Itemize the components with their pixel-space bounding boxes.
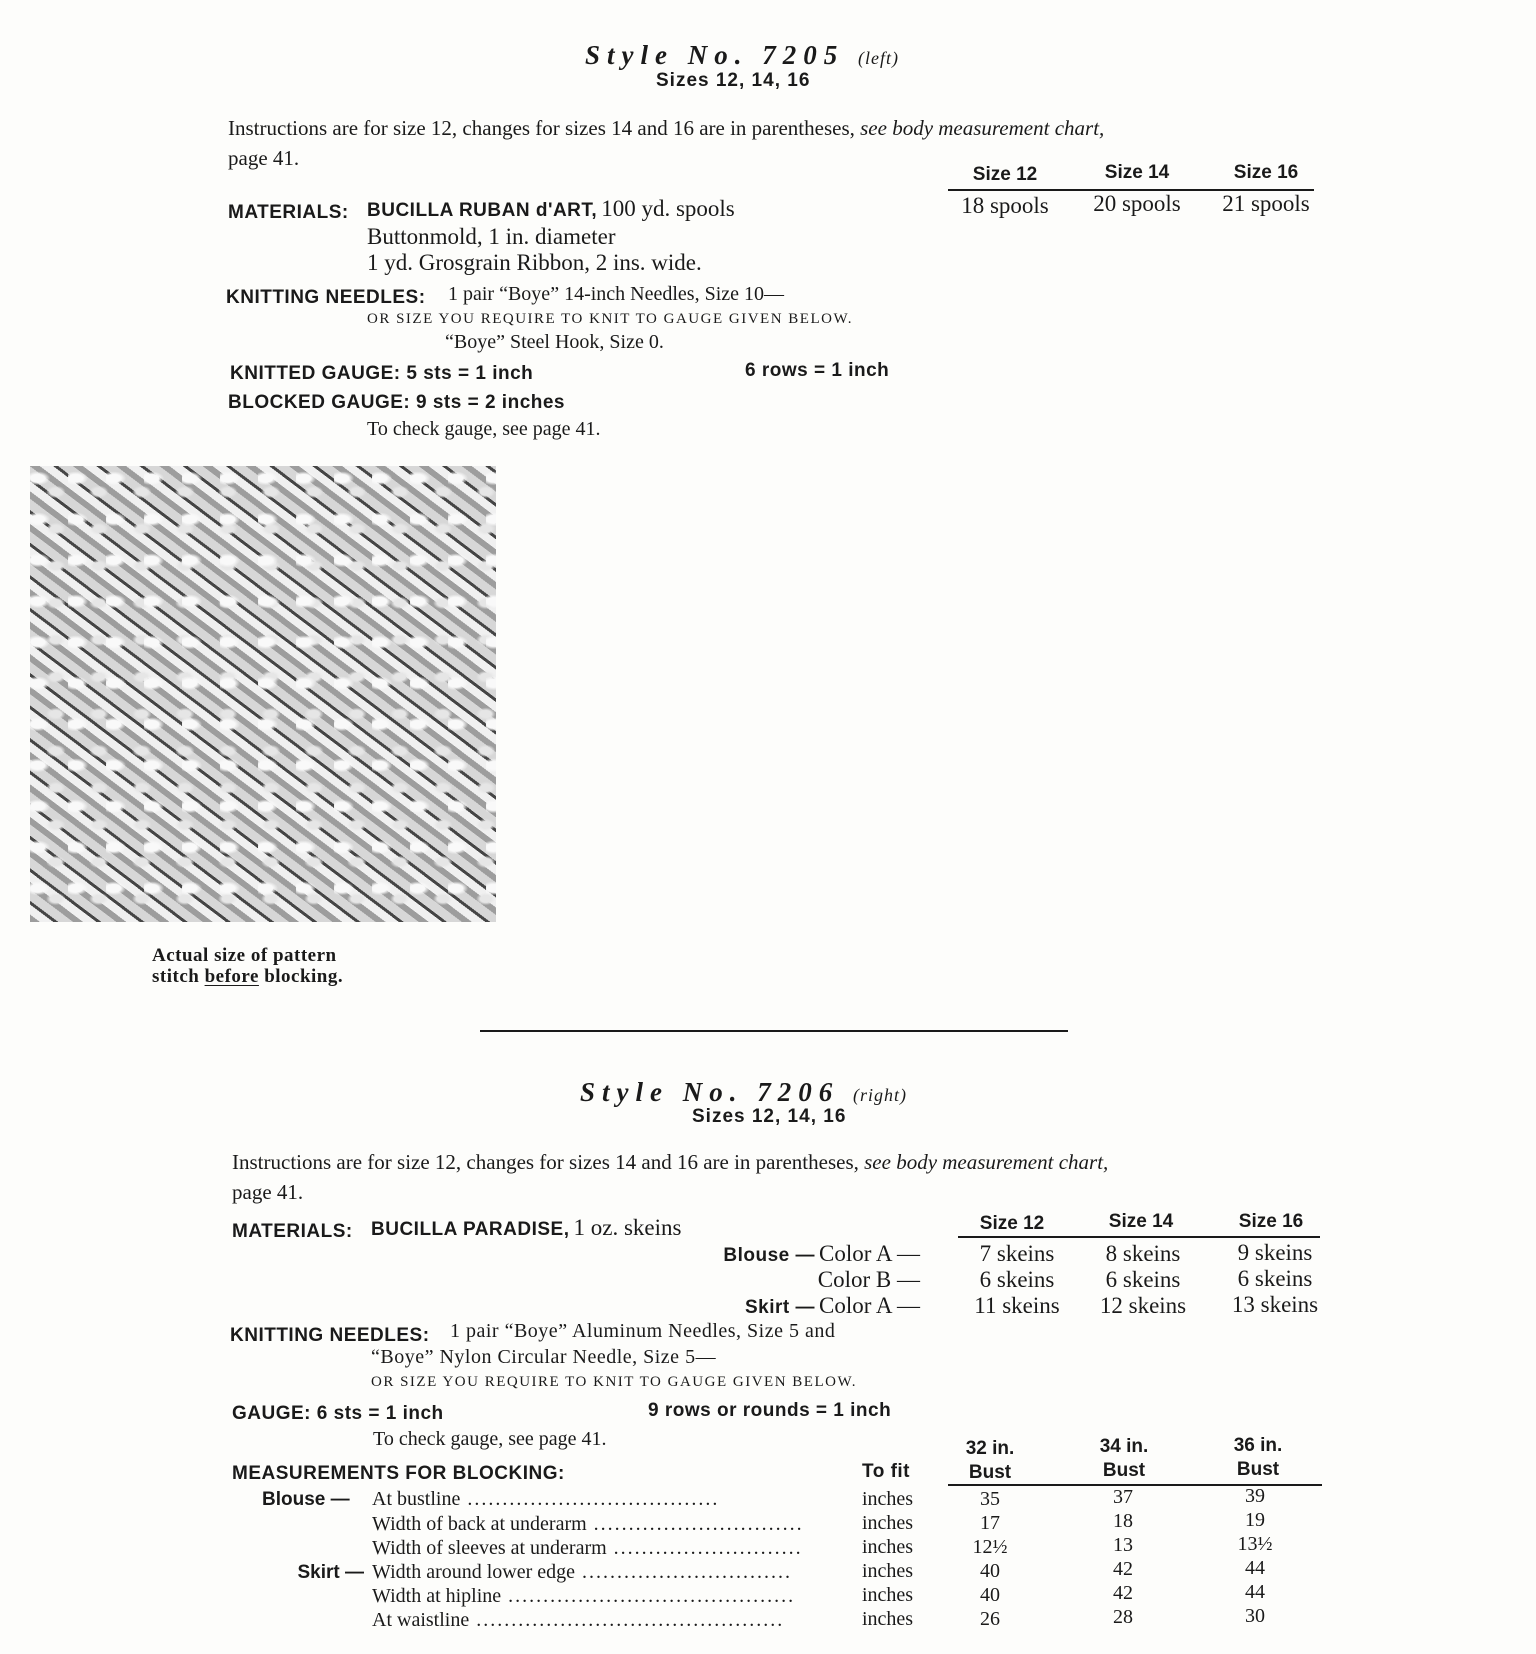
style-7205-title: Style No. 7205 (left) xyxy=(585,40,899,70)
m-bustline-32: 35 xyxy=(980,1488,1000,1510)
s1-needles-label: KNITTING NEEDLES: xyxy=(226,287,426,308)
s2-bust-header-34: 34 in. Bust xyxy=(1099,1436,1149,1481)
m-waist-32: 26 xyxy=(980,1608,1000,1630)
unit-inches-5: inches xyxy=(862,1584,914,1606)
unit-inches-3: inches xyxy=(862,1536,914,1558)
m-back-32: 17 xyxy=(980,1512,1000,1534)
m-sleeves-36: 13½ xyxy=(1237,1533,1273,1555)
unit-inches-1: inches xyxy=(862,1488,914,1510)
style-7206-intro-page: page 41. xyxy=(232,1180,304,1204)
style-7206-title: Style No. 7206 (right) xyxy=(580,1077,907,1107)
s1-check-gauge: To check gauge, see page 41. xyxy=(367,418,601,440)
style-7205-intro: Instructions are for size 12, changes for sizes 14 and 16 are in parentheses, see body measurement chart, xyxy=(228,116,1105,140)
s2-skirt-a-14: 12 skeins xyxy=(1099,1293,1187,1318)
style-7206-sizes: Sizes 12, 14, 16 xyxy=(692,1106,847,1127)
s1-size-header-16: Size 16 xyxy=(1233,162,1299,183)
s1-size-header-12: Size 12 xyxy=(972,164,1038,185)
s2-blouse-a-14: 8 skeins xyxy=(1105,1241,1181,1266)
style-7205-intro-page: page 41. xyxy=(228,146,300,170)
s1-materials-line2: Buttonmold, 1 in. diameter xyxy=(367,224,616,249)
s1-needles-line2: OR SIZE YOU REQUIRE TO KNIT TO GAUGE GIVEN BELOW. xyxy=(367,311,853,327)
s2-to-fit-label: To fit xyxy=(862,1461,911,1482)
s2-size-header-12: Size 12 xyxy=(979,1213,1045,1234)
s2-materials-label: MATERIALS: xyxy=(232,1221,353,1242)
m-hip-34: 42 xyxy=(1113,1582,1133,1604)
m-lower-36: 44 xyxy=(1245,1557,1265,1579)
s2-blouse-b-16: 6 skeins xyxy=(1237,1266,1313,1291)
s1-amount-16: 21 spools xyxy=(1222,191,1310,216)
s2-blouse-b-12: 6 skeins xyxy=(979,1267,1055,1292)
style-7206-intro: Instructions are for size 12, changes for sizes 14 and 16 are in parentheses, see body measurement chart, xyxy=(232,1150,1109,1174)
s2-row-skirt-color-a: Skirt — Color A — xyxy=(745,1293,920,1318)
s2-needles-line3: OR SIZE YOU REQUIRE TO KNIT TO GAUGE GIVEN BELOW. xyxy=(371,1374,857,1390)
pattern-stitch-swatch-photo xyxy=(30,466,496,922)
unit-inches-4: inches xyxy=(862,1560,914,1582)
s1-needles-line1: 1 pair “Boye” 14-inch Needles, Size 10— xyxy=(448,283,785,305)
swatch-caption-line2: stitch before blocking. xyxy=(152,966,344,987)
s2-gauge: GAUGE: 6 sts = 1 inch xyxy=(232,1403,444,1424)
s2-blouse-a-12: 7 skeins xyxy=(979,1241,1055,1266)
m-waist-34: 28 xyxy=(1113,1606,1133,1628)
s2-row-blouse-color-b: Color B — xyxy=(817,1267,920,1292)
unit-inches-2: inches xyxy=(862,1512,914,1534)
s2-blouse-b-14: 6 skeins xyxy=(1105,1267,1181,1292)
unit-inches-6: inches xyxy=(862,1608,914,1630)
swatch-caption-line1: Actual size of pattern xyxy=(152,945,337,966)
s2-row-blouse-color-a: Blouse — Color A — xyxy=(723,1241,920,1266)
section-divider xyxy=(480,1030,1068,1032)
s2-materials-line1: BUCILLA PARADISE, 1 oz. skeins xyxy=(371,1215,682,1240)
m-sleeves-32: 12½ xyxy=(972,1536,1008,1558)
s1-size-header-14: Size 14 xyxy=(1104,162,1170,183)
s1-amount-12: 18 spools xyxy=(961,193,1049,218)
s2-table-rule xyxy=(958,1236,1320,1238)
s1-knitted-rows: 6 rows = 1 inch xyxy=(745,360,890,381)
s2-needles-label: KNITTING NEEDLES: xyxy=(230,1325,430,1346)
s1-materials-label: MATERIALS: xyxy=(228,202,349,223)
s1-knitted-gauge: KNITTED GAUGE: 5 sts = 1 inch xyxy=(230,363,534,384)
m-hip-36: 44 xyxy=(1245,1581,1265,1603)
m-waist-36: 30 xyxy=(1245,1605,1265,1627)
s2-gauge-rows: 9 rows or rounds = 1 inch xyxy=(648,1400,892,1421)
m-hip-32: 40 xyxy=(980,1584,1000,1606)
s1-blocked-gauge: BLOCKED GAUGE: 9 sts = 2 inches xyxy=(228,392,565,413)
m-sleeves-34: 13 xyxy=(1113,1534,1133,1556)
s2-size-header-14: Size 14 xyxy=(1108,1211,1174,1232)
s2-needles-line2: “Boye” Nylon Circular Needle, Size 5— xyxy=(371,1346,717,1368)
m-bustline-36: 39 xyxy=(1245,1485,1265,1507)
s1-needles-line3: “Boye” Steel Hook, Size 0. xyxy=(445,331,664,353)
s1-materials-line3: 1 yd. Grosgrain Ribbon, 2 ins. wide. xyxy=(367,250,702,275)
s2-skirt-a-12: 11 skeins xyxy=(974,1293,1060,1318)
s2-size-header-16: Size 16 xyxy=(1238,1211,1304,1232)
s2-check-gauge: To check gauge, see page 41. xyxy=(373,1428,607,1450)
s2-blouse-a-16: 9 skeins xyxy=(1237,1240,1313,1265)
measure-row-sleeves-underarm: Width of sleeves at underarm ........................... xyxy=(372,1537,803,1559)
s2-skirt-a-16: 13 skeins xyxy=(1231,1292,1319,1317)
m-bustline-34: 37 xyxy=(1113,1486,1133,1508)
measure-row-back-underarm: Width of back at underarm .............................. xyxy=(372,1513,804,1535)
s2-bust-header-36: 36 in. Bust xyxy=(1233,1435,1283,1480)
style-7205-sizes: Sizes 12, 14, 16 xyxy=(656,70,811,91)
measure-row-waistline: At waistline ............................................ xyxy=(372,1609,785,1631)
m-lower-34: 42 xyxy=(1113,1558,1133,1580)
s2-bust-header-32: 32 in. Bust xyxy=(965,1438,1015,1483)
s1-amount-14: 20 spools xyxy=(1093,191,1181,216)
m-back-36: 19 xyxy=(1245,1509,1265,1531)
m-back-34: 18 xyxy=(1113,1510,1133,1532)
measure-row-lower-edge: Skirt — Width around lower edge .............................. xyxy=(297,1561,793,1583)
measure-row-hipline: Width at hipline ......................................... xyxy=(372,1585,796,1607)
s1-materials-line1: BUCILLA RUBAN d'ART, 100 yd. spools xyxy=(367,196,735,221)
measure-row-at-bustline: Blouse — At bustline .................................... xyxy=(262,1488,720,1510)
s2-needles-line1: 1 pair “Boye” Aluminum Needles, Size 5 and xyxy=(450,1320,836,1342)
s2-measurements-label: MEASUREMENTS FOR BLOCKING: xyxy=(232,1463,565,1484)
m-lower-32: 40 xyxy=(980,1560,1000,1582)
